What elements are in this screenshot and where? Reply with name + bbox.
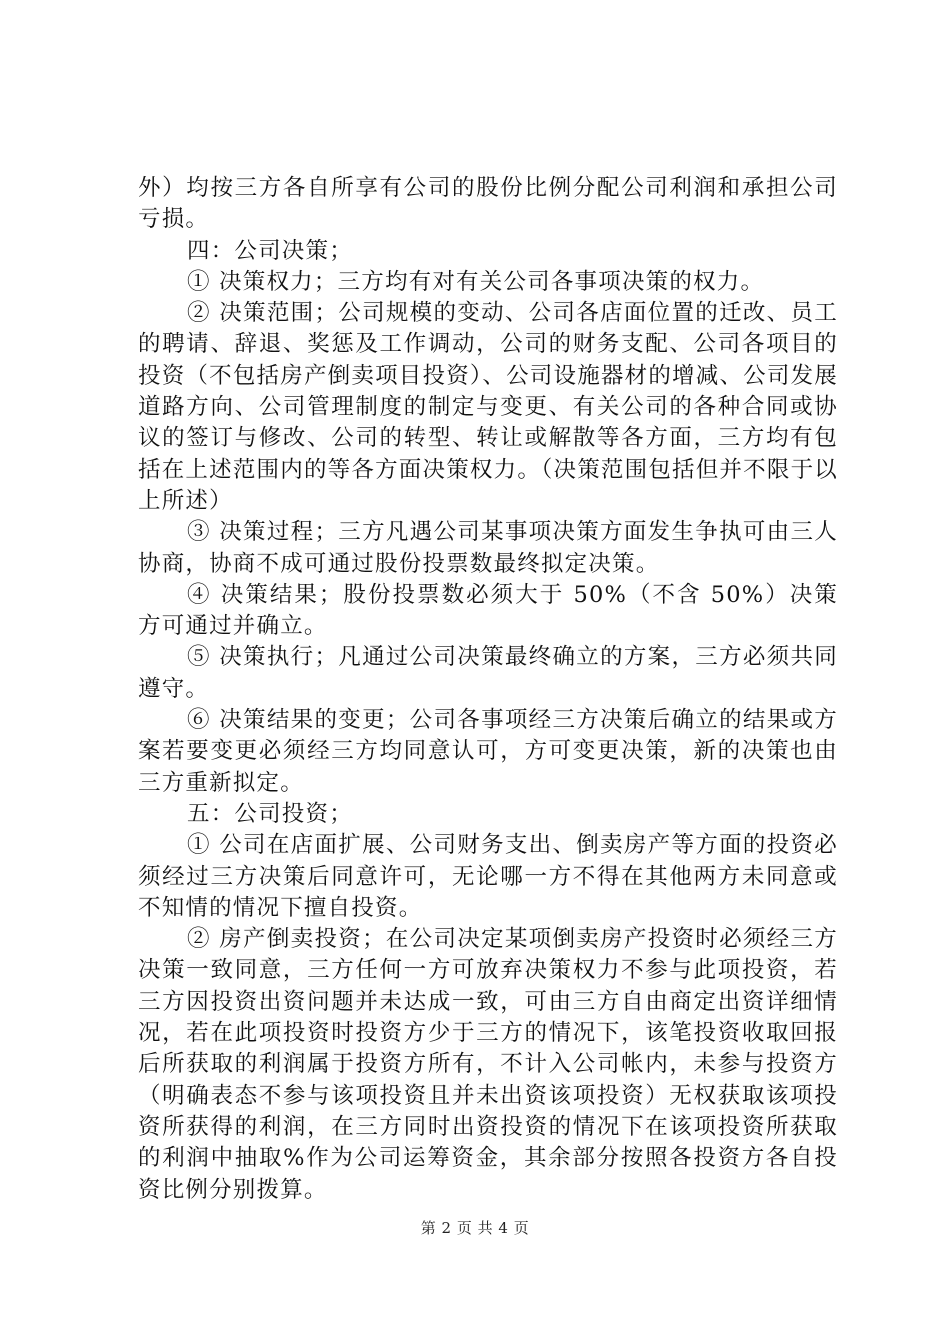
paragraph-decision-result: ④ 决策结果；股份投票数必须大于 50%（不含 50%）决策方可通过并确立。 [138, 581, 838, 640]
paragraph-property-investment: ② 房产倒卖投资；在公司决定某项倒卖房产投资时必须经三方决策一致同意，三方任何一方可放弃决策权力不参与此项投资，若三方因投资出资问题并未达成一致，可由三方自由商定出资详细情况，若在此项投资时投资方少于三方的情况下，该笔投资收取回报后所获取的利润属于投资方所有，不计入公司帐内，未参与投资方（明确表态不参与该项投资且并未出资该项投资）无权获取该项投资所获得的利润，在三方同时出资投资的情况下在该项投资所获取的利润中抽取%作为公司运筹资金，其余部分按照各投资方各自投资比例分别拨算。 [138, 926, 838, 1203]
paragraph-decision-change: ⑥ 决策结果的变更；公司各事项经三方决策后确立的结果或方案若要变更必须经三方均同意认可，方可变更决策，新的决策也由三方重新拟定。 [138, 707, 838, 796]
paragraph-decision-power: ① 决策权力；三方均有对有关公司各事项决策的权力。 [187, 268, 765, 295]
section-heading-decision: 四：公司决策； [187, 237, 353, 264]
paragraph-continuation: 外）均按三方各自所享有公司的股份比例分配公司利润和承担公司亏损。 [138, 175, 838, 233]
document-body [138, 173, 838, 1206]
paragraph-decision-execution: ⑤ 决策执行；凡通过公司决策最终确立的方案，三方必须共同遵守。 [138, 644, 838, 702]
paragraph-investment-approval: ① 公司在店面扩展、公司财务支出、倒卖房产等方面的投资必须经过三方决策后同意许可，无论哪一方不得在其他两方未同意或不知情的情况下擅自投资。 [138, 832, 838, 921]
page-footer: 第 2 页 共 4 页 [420, 1219, 530, 1237]
paragraph-decision-process: ③ 决策过程；三方凡遇公司某事项决策方面发生争执可由三人协商，协商不成可通过股份投票数最终拟定决策。 [138, 519, 838, 577]
section-heading-investment: 五：公司投资； [187, 800, 353, 827]
paragraph-decision-scope: ② 决策范围；公司规模的变动、公司各店面位置的迁改、员工的聘请、辞退、奖惩及工作调动，公司的财务支配、公司各项目的投资（不包括房产倒卖项目投资）、公司设施器材的增减、公司发展道路方向、公司管理制度的制定与变更、有关公司的各种合同或协议的签订与修改、公司的转型、转让或解散等各方面，三方均有包括在上述范围内的等各方面决策权力。（决策范围包括但并不限于以上所述） [138, 300, 838, 514]
